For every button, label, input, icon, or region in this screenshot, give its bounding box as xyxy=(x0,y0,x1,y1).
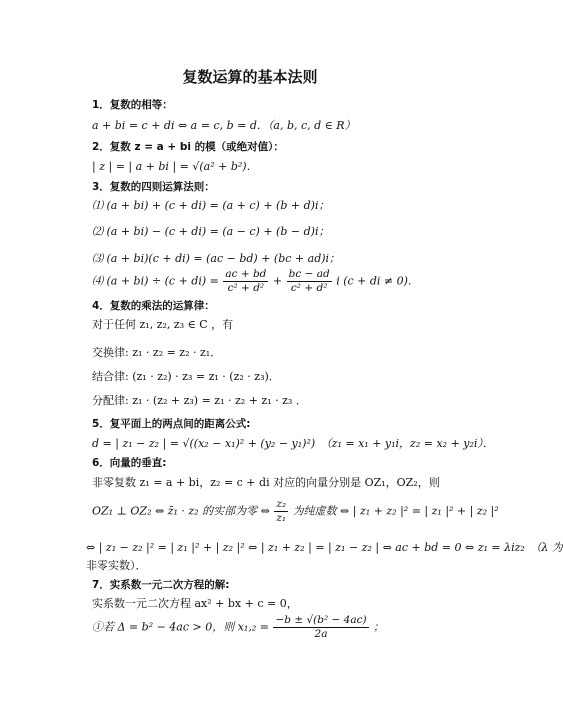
fraction-numerator: −b ± √(b² − 4ac) xyxy=(275,614,367,626)
equivalence-chain: ⇔ | z₁ − z₂ |² = | z₁ |² + | z₂ |² ⇔ | z₁ + z₂ | = | z₁ − z₂ | ⇔ ac + bd = 0 ⇔ z₁ = λiz₂ （λ 为 xyxy=(86,541,563,554)
page-title: 复数运算的基本法则 xyxy=(182,68,318,86)
division-plus: + xyxy=(272,274,283,288)
section-1-formula: a + bi = c + di ⇔ a = c, b = d．（a, b, c, d ∈ R） xyxy=(92,119,356,132)
condition-suffix: 为纯虚数 ⇔ | z₁ + z₂ |² = | z₁ |² + | z₂ |² xyxy=(292,504,499,518)
fraction-numerator: bc − ad xyxy=(288,268,330,280)
section-1-heading: 1．复数的相等： xyxy=(92,99,173,111)
rule-addition: ⑴ (a + bi) + (c + di) = (a + c) + (b + d)i； xyxy=(92,199,330,212)
section-2-formula: | z | = | a + bi | = √(a² + b²)． xyxy=(92,160,258,173)
section-6-intro: 非零复数 z₁ = a + bi，z₂ = c + di 对应的向量分别是 OZ₁，OZ₂，则 xyxy=(92,476,440,489)
section-3-heading: 3．复数的四则运算法则： xyxy=(92,181,215,193)
fraction-denominator: z₁ xyxy=(276,512,287,524)
case1-suffix: ； xyxy=(373,620,385,634)
fraction-denominator: c² + d² xyxy=(290,282,328,294)
rule-division xyxy=(92,268,419,295)
section-4-heading: 4．复数的乘法的运算律： xyxy=(92,300,215,312)
quadratic-case-1 xyxy=(92,614,384,641)
perpendicular-condition xyxy=(92,498,499,525)
division-prefix: ⑷ (a + bi) ÷ (c + di) = xyxy=(92,274,219,288)
division-fraction-imag xyxy=(287,268,332,295)
quadratic-root-fraction xyxy=(273,614,368,641)
law-commutative: 交换律: z₁ · z₂ = z₂ · z₁． xyxy=(92,346,222,359)
fraction-denominator: 2a xyxy=(314,628,328,640)
section-7-intro: 实系数一元二次方程 ax² + bx + c = 0， xyxy=(92,597,298,610)
equivalence-note: 非零实数）． xyxy=(86,559,147,572)
law-associative: 结合律: (z₁ · z₂) · z₃ = z₁ · (z₂ · z₃)． xyxy=(92,370,280,383)
condition-prefix: OZ₁ ⊥ OZ₂ ⇔ z̄₁ · z₂ 的实部为零 ⇔ xyxy=(92,504,270,518)
fraction-denominator: c² + d² xyxy=(227,282,265,294)
section-6-heading: 6．向量的垂直: xyxy=(92,457,167,469)
fraction-numerator: z₂ xyxy=(276,498,287,510)
division-suffix: i (c + di ≠ 0)． xyxy=(336,274,419,288)
section-4-intro: 对于任何 z₁, z₂, z₃ ∈ C ，有 xyxy=(92,318,234,331)
case1-prefix: ①若 Δ = b² − 4ac > 0，则 x₁,₂ = xyxy=(92,620,269,634)
rule-subtraction: ⑵ (a + bi) − (c + di) = (a − c) + (b − d)i； xyxy=(92,225,330,238)
section-7-heading: 7．实系数一元二次方程的解: xyxy=(92,579,230,591)
distance-formula: d = | z₁ − z₂ | = √((x₂ − x₁)² + (y₂ − y₁)²) （z₁ = x₁ + y₁i，z₂ = x₂ + y₂i）． xyxy=(92,437,494,450)
fraction-numerator: ac + bd xyxy=(225,268,267,280)
rule-multiplication: ⑶ (a + bi)(c + di) = (ac − bd) + (bc + ad)i； xyxy=(92,252,341,265)
section-5-heading: 5．复平面上的两点间的距离公式: xyxy=(92,418,251,430)
division-fraction-real xyxy=(223,268,268,295)
condition-fraction xyxy=(274,498,288,525)
law-distributive: 分配律: z₁ · (z₂ + z₃) = z₁ · z₂ + z₁ · z₃ ． xyxy=(92,394,307,407)
section-2-heading: 2．复数 z = a + bi 的模（或绝对值）： xyxy=(92,141,284,153)
